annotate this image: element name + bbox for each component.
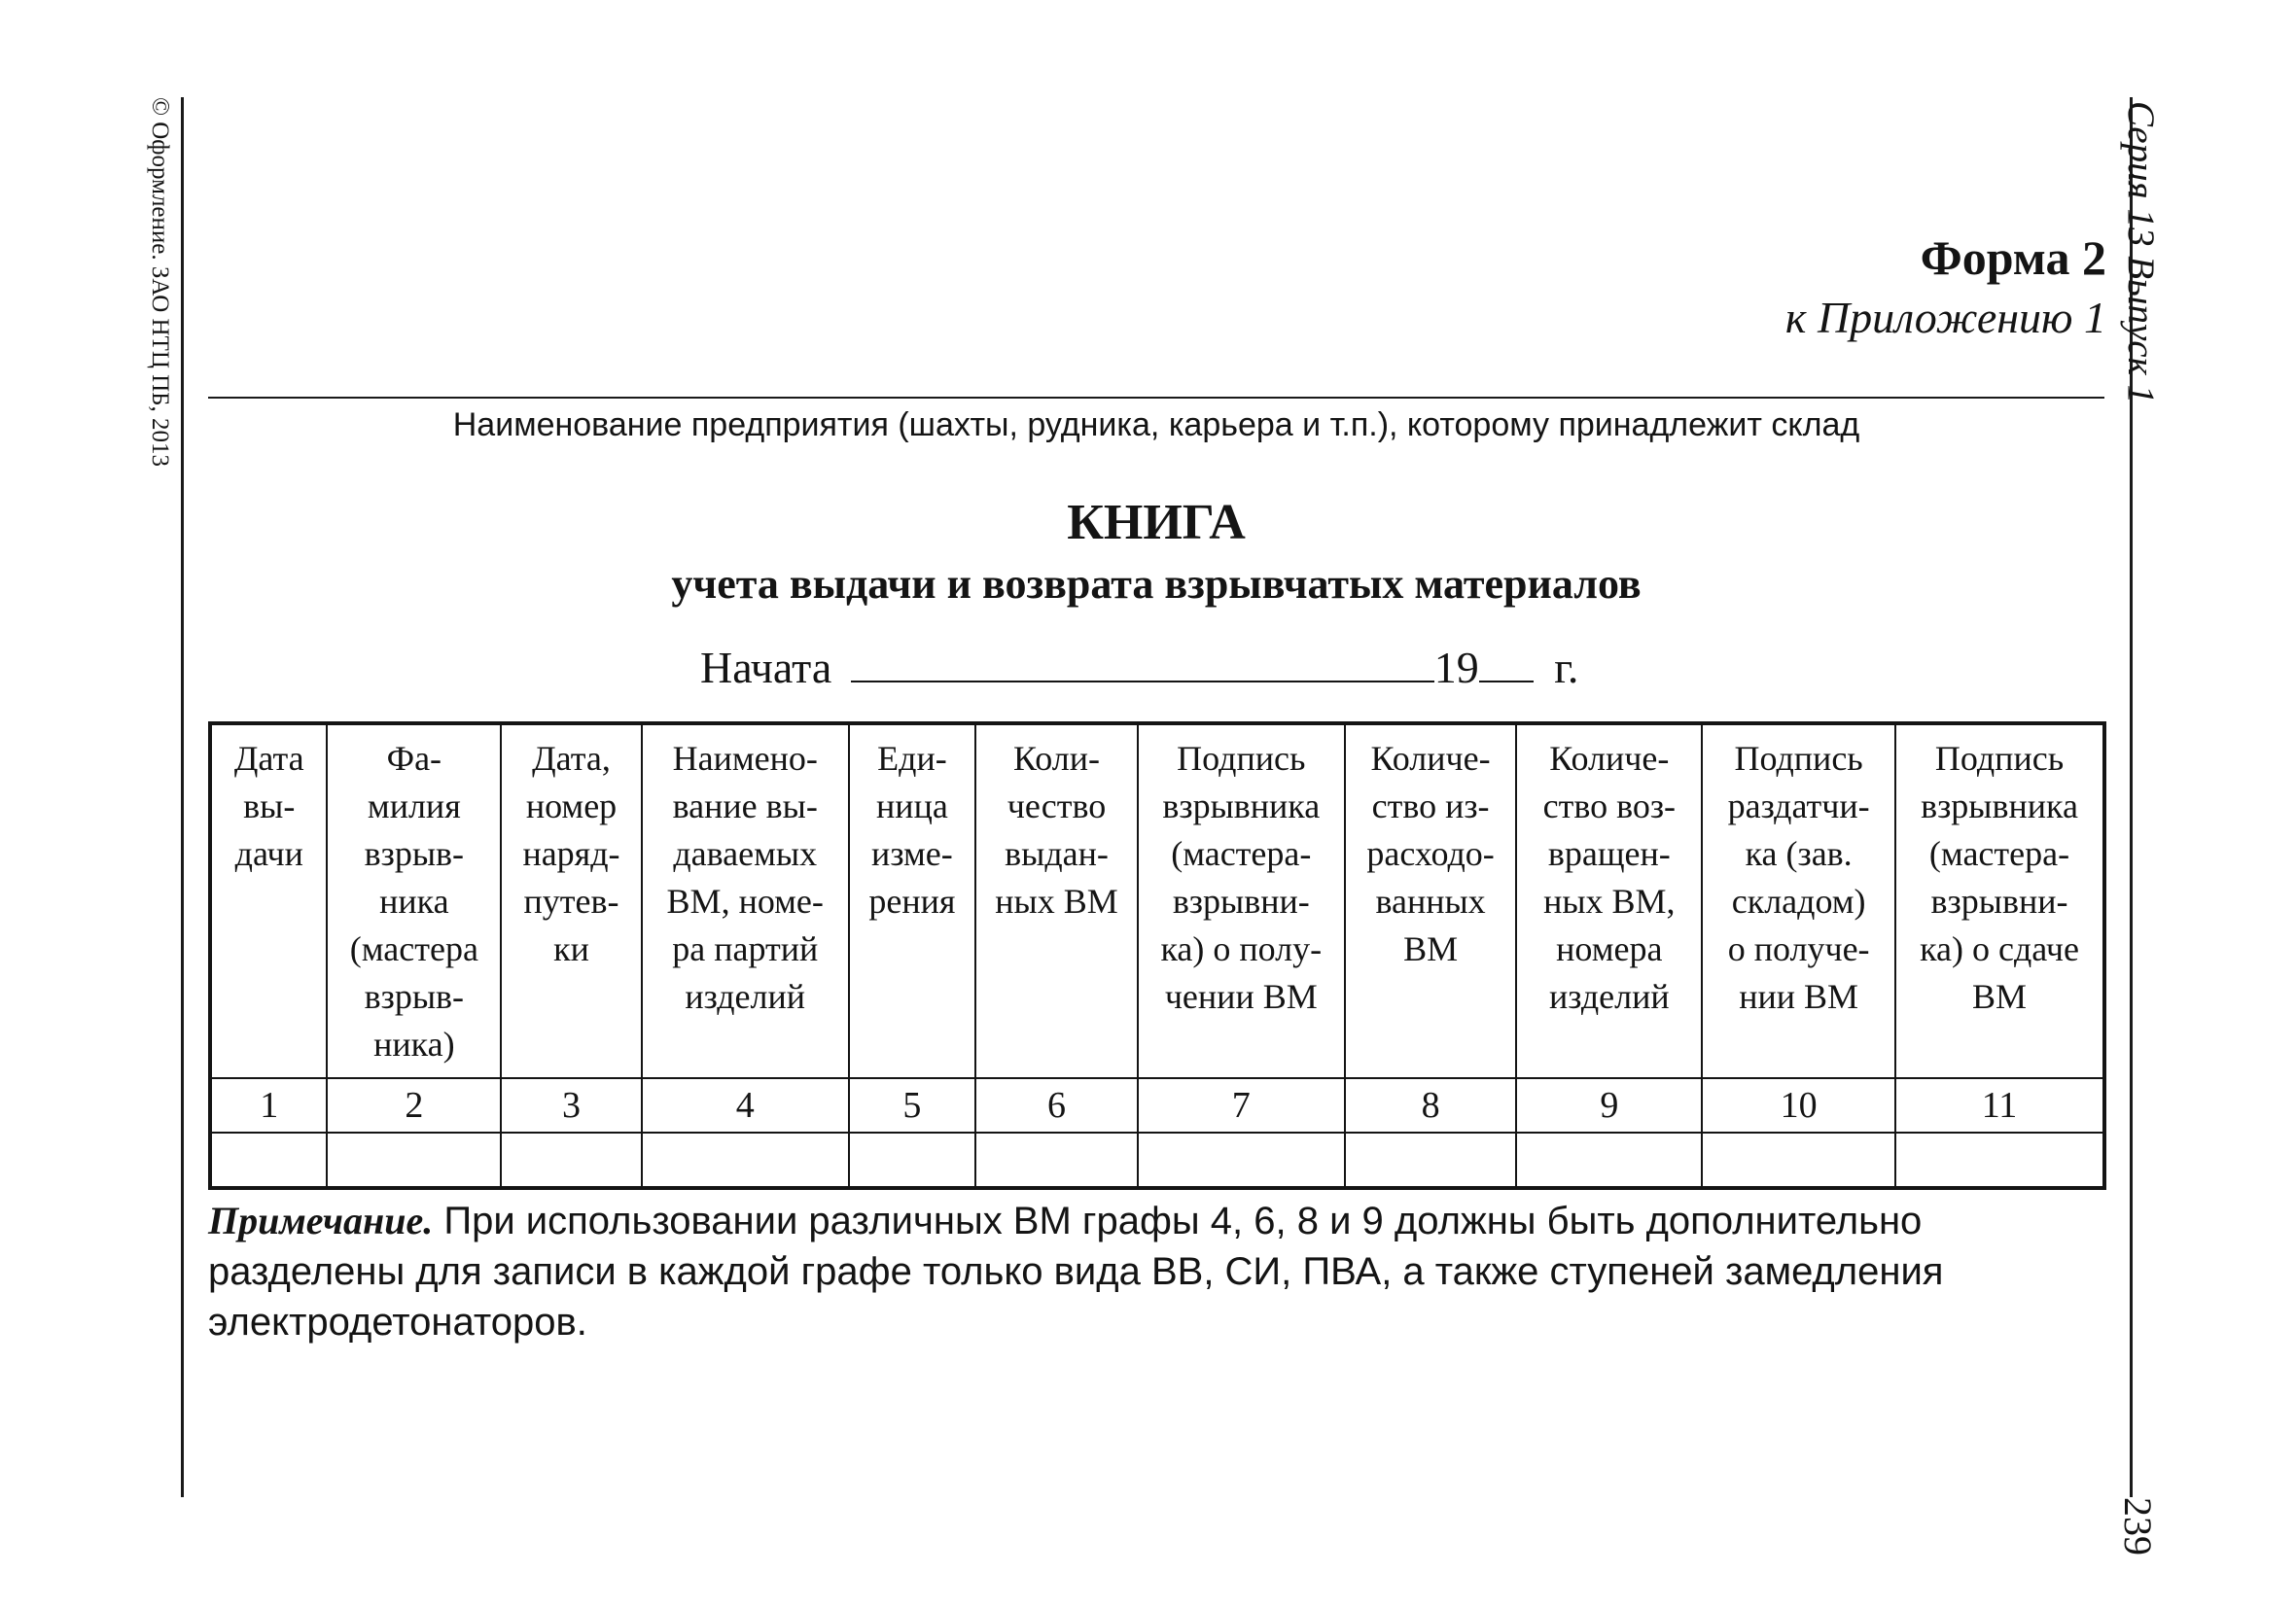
year-blank[interactable] [1479,640,1534,682]
entry-cell[interactable] [327,1133,501,1188]
column-header-line: ных ВМ [995,882,1118,921]
column-number: 11 [1895,1078,2104,1133]
column-header-7 [1138,723,1345,1078]
column-header-line: вание вы- [672,787,818,825]
column-header-line: взрывни- [1172,882,1310,921]
entry-cell[interactable] [1138,1133,1345,1188]
column-header-line: номер [525,787,618,825]
form-subtitle: к Приложению 1 [1784,293,2106,342]
entry-cell[interactable] [501,1133,642,1188]
column-header-line: расходо- [1366,834,1495,873]
column-number: 3 [501,1078,642,1133]
column-header-line: даваемых [673,834,818,873]
column-header-line: ка) о полу- [1160,929,1323,968]
enterprise-caption: Наименование предприятия (шахты, рудника, карьера и т.п.), которому принадлежит склад [452,406,1860,443]
note-label: Примечание. [208,1199,434,1242]
column-header-line: складом) [1731,882,1866,921]
column-header-line: ница [876,787,948,825]
column-header-line: ство из- [1371,787,1490,825]
copyright-note: © Оформление. ЗАО НТЦ ПБ, 2013 [147,97,173,468]
column-header-line: вращен- [1547,834,1671,873]
column-header-9 [1516,723,1702,1078]
column-header-line: рения [868,882,956,921]
column-header-line: взрывника [1162,787,1321,825]
column-header-line: Коли- [1013,739,1100,778]
column-header-line: вы- [243,787,296,825]
column-header-line: изделий [685,977,806,1016]
issue-return-table [208,721,2106,1190]
column-header-line: взрыв- [364,977,465,1016]
note-text: При использовании различных ВМ графы 4, 6, 8 и 9 должны быть дополнительно разделены для записи в каждой графе только вида ВВ, СИ, ПВА, а также ступеней замедления электродетонаторов. [208,1200,1944,1344]
note [208,1196,2104,1347]
column-header-11 [1895,723,2104,1078]
column-header-line: ника) [373,1025,455,1064]
column-header-line: ВМ [1972,977,2028,1016]
started-label: Начата [700,643,832,692]
header-row [210,723,2104,1078]
column-header-line: ра партий [672,929,819,968]
column-header-line: (мастера- [1171,834,1312,873]
entry-cell[interactable] [1895,1133,2104,1188]
column-number: 9 [1516,1078,1702,1133]
entry-cell[interactable] [1516,1133,1702,1188]
column-number: 10 [1702,1078,1895,1133]
column-header-line: милия [367,787,461,825]
column-header-line: Подпись [1177,739,1306,778]
started-line [700,640,1578,693]
column-number: 5 [849,1078,976,1133]
column-header-line: выдан- [1005,834,1109,873]
column-number: 4 [642,1078,849,1133]
entry-cell[interactable] [1702,1133,1895,1188]
entry-cell[interactable] [210,1133,327,1188]
column-header-line: Дата [233,739,304,778]
left-margin-rule [181,97,184,1497]
column-header-line: ка (зав. [1745,834,1853,873]
column-header-line: взрывника [1921,787,2078,825]
column-header-line: Подпись [1734,739,1863,778]
entry-cell[interactable] [849,1133,976,1188]
column-header-line: ника [379,882,449,921]
column-header-8 [1345,723,1517,1078]
book-title: КНИГА [1067,495,1246,550]
column-header-1 [210,723,327,1078]
column-header-5 [849,723,976,1078]
enterprise-name-line [208,397,2104,399]
column-header-line: изделий [1549,977,1670,1016]
column-header-line: ка) о сдаче [1920,929,2079,968]
column-number: 8 [1345,1078,1517,1133]
column-header-line: ВМ, номе- [666,882,824,921]
column-header-line: (мастера- [1928,834,2070,873]
column-header-line: чении ВМ [1164,977,1318,1016]
column-header-6 [975,723,1138,1078]
form-title: Форма 2 [1920,230,2106,285]
column-header-line: наряд- [522,834,620,873]
year-prefix: 19 [1433,643,1479,692]
column-header-line: Наимено- [672,739,818,778]
column-header-line: Фа- [386,739,442,778]
column-header-line: ных ВМ, [1543,882,1676,921]
column-number-row [210,1078,2104,1133]
column-header-line: ки [553,929,589,968]
started-date-blank[interactable] [851,640,1434,682]
column-number: 6 [975,1078,1138,1133]
column-header-line: Еди- [877,739,947,778]
column-header-line: изме- [871,834,953,873]
column-header-line: путев- [523,882,619,921]
column-header-line: взрывни- [1930,882,2068,921]
column-header-line: (мастера [349,929,478,968]
entry-row [210,1133,2104,1188]
column-header-line: Количе- [1549,739,1670,778]
column-header-line: ВМ [1403,929,1459,968]
column-header-2 [327,723,501,1078]
column-header-line: взрыв- [364,834,465,873]
column-header-line: Дата, [532,739,611,778]
column-header-line: нии ВМ [1739,977,1859,1016]
column-header-line: номера [1556,929,1663,968]
column-header-line: ванных [1375,882,1486,921]
column-header-line: о получе- [1727,929,1870,968]
column-header-line: Подпись [1934,739,2065,778]
column-number: 7 [1138,1078,1345,1133]
year-suffix: г. [1554,643,1579,692]
column-header-line: ство воз- [1542,787,1677,825]
column-number: 1 [210,1078,327,1133]
entry-cell[interactable] [1345,1133,1517,1188]
series-label: Серия 13 Выпуск 1 [2120,101,2162,404]
page-number: 239 [2116,1497,2160,1556]
column-header-10 [1702,723,1895,1078]
entry-cell[interactable] [642,1133,849,1188]
entry-cell[interactable] [975,1133,1138,1188]
column-header-line: Количе- [1370,739,1491,778]
column-header-4 [642,723,849,1078]
column-header-3 [501,723,642,1078]
column-number: 2 [327,1078,501,1133]
column-header-line: раздатчи- [1727,787,1870,825]
column-header-line: дачи [234,834,303,873]
book-subtitle: учета выдачи и возврата взрывчатых материалов [671,560,1642,608]
column-header-line: чество [1007,787,1107,825]
